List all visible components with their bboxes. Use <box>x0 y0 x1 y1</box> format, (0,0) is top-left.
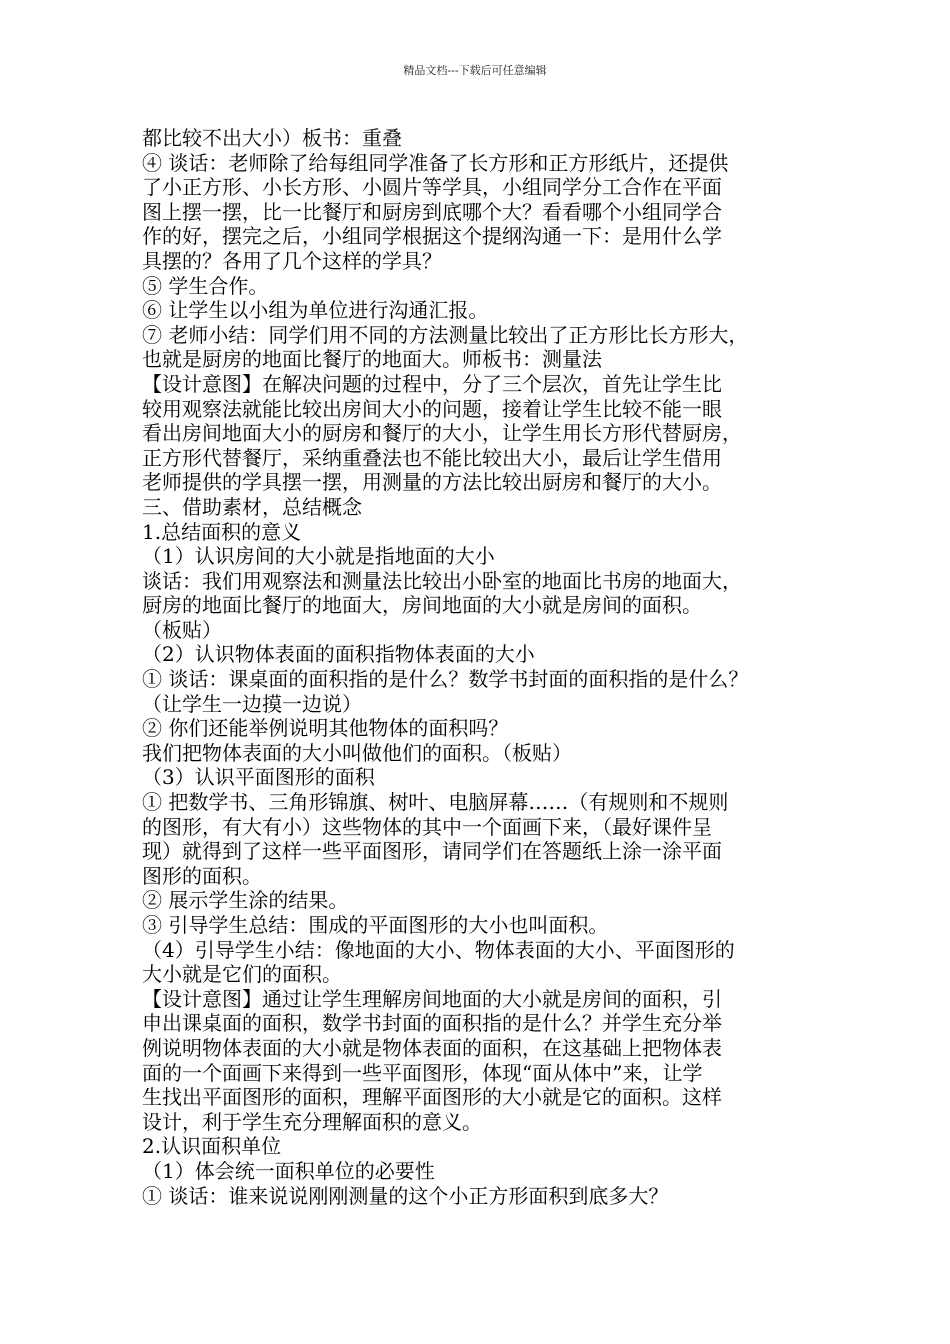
text-line: 1.总结面积的意义 <box>142 519 302 544</box>
text-line: 生找出平面图形的面积，理解平面图形的大小就是它的面积。这样 <box>142 1085 722 1110</box>
text-line: ① 谈话：课桌面的面积指的是什么？数学书封面的面积指的是什么？ <box>142 667 749 692</box>
text-line: （1）认识房间的大小就是指地面的大小 <box>142 544 495 569</box>
text-line: 大小就是它们的面积。 <box>142 962 342 987</box>
text-line: 我们把物体表面的大小叫做他们的面积。（板贴） <box>142 740 572 765</box>
text-line: 面的一个面画下来得到一些平面图形，体现“面从体中”来，让学 <box>142 1060 703 1085</box>
document-body <box>142 126 832 1208</box>
text-line: ⑦ 老师小结：同学们用不同的方法测量比较出了正方形比长方形大， <box>142 322 749 347</box>
page-header: 精品文档---下载后可任意编辑 <box>403 64 547 77</box>
text-line: 老师提供的学具摆一摆，用测量的方法比较出厨房和餐厅的大小。 <box>142 470 722 495</box>
text-line: 2.认识面积单位 <box>142 1134 282 1159</box>
text-line: 三、借助素材，总结概念 <box>142 494 362 519</box>
text-line: （3）认识平面图形的面积 <box>142 765 375 790</box>
text-line: 也就是厨房的地面比餐厅的地面大。师板书：测量法 <box>142 347 602 372</box>
text-line: ③ 引导学生总结：围成的平面图形的大小也叫面积。 <box>142 913 609 937</box>
text-line: 例说明物体表面的大小就是物体表面的面积，在这基础上把物体表 <box>142 1035 722 1060</box>
text-line: ⑤ 学生合作。 <box>142 273 269 298</box>
text-line: ④ 谈话：老师除了给每组同学准备了长方形和正方形纸片，还提供 <box>142 150 729 175</box>
text-line: 的图形，有大有小）这些物体的其中一个面画下来，（最好课件呈 <box>142 814 712 839</box>
text-line: ① 谈话：谁来说说刚刚测量的这个小正方形面积到底多大？ <box>142 1183 669 1208</box>
text-line: （4）引导学生小结：像地面的大小、物体表面的大小、平面图形的 <box>142 937 735 962</box>
text-line: ① 把数学书、三角形锦旗、树叶、电脑屏幕……（有规则和不规则 <box>142 790 729 815</box>
text-line: 作的好，摆完之后，小组同学根据这个提纲沟通一下：是用什么学 <box>142 224 722 249</box>
text-line: 看出房间地面大小的厨房和餐厅的大小，让学生用长方形代替厨房， <box>142 421 742 446</box>
text-line: 图形的面积。 <box>142 863 262 888</box>
text-line: 厨房的地面比餐厅的地面大，房间地面的大小就是房间的面积。 <box>142 593 702 618</box>
text-line: （让学生一边摸一边说） <box>142 691 362 716</box>
text-line: （板贴） <box>142 617 222 642</box>
text-line: （2）认识物体表面的面积指物体表面的大小 <box>142 642 535 667</box>
text-line: （1）体会统一面积单位的必要性 <box>142 1158 435 1183</box>
text-line: 谈话：我们用观察法和测量法比较出小卧室的地面比书房的地面大， <box>142 568 742 593</box>
text-line: 申出课桌面的面积，数学书封面的面积指的是什么？并学生充分举 <box>142 1011 722 1036</box>
text-line: 现）就得到了这样一些平面图形，请同学们在答题纸上涂一涂平面 <box>142 839 722 864</box>
text-line: ⑥ 让学生以小组为单位进行沟通汇报。 <box>142 298 489 323</box>
text-line: 具摆的？各用了几个这样的学具？ <box>142 248 442 273</box>
text-line: 【设计意图】在解决问题的过程中，分了三个层次，首先让学生比 <box>142 371 722 396</box>
text-line: 设计，利于学生充分理解面积的意义。 <box>142 1109 482 1134</box>
text-line: 较用观察法就能比较出房间大小的问题，接着让学生比较不能一眼 <box>142 396 722 421</box>
text-line: 图上摆一摆，比一比餐厅和厨房到底哪个大？看看哪个小组同学合 <box>142 199 722 224</box>
text-line: ② 你们还能举例说明其他物体的面积吗？ <box>142 716 509 741</box>
text-line: 都比较不出大小）板书：重叠 <box>142 126 402 150</box>
text-line: 了小正方形、小长方形、小圆片等学具，小组同学分工合作在平面 <box>142 175 722 200</box>
text-line: ② 展示学生涂的结果。 <box>142 888 349 913</box>
text-line: 正方形代替餐厅，采纳重叠法也不能比较出大小，最后让学生借用 <box>142 445 722 470</box>
text-line: 【设计意图】通过让学生理解房间地面的大小就是房间的面积，引 <box>142 986 722 1011</box>
